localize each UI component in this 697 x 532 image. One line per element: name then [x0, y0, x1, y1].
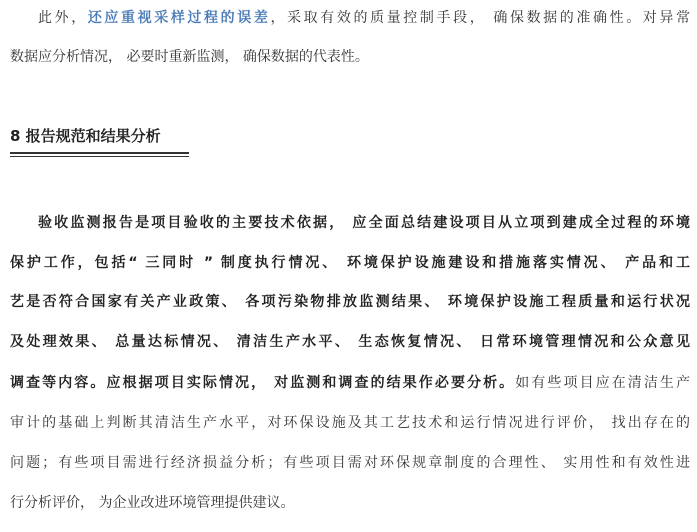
body-line-5-bold: 调查等内容。应根据项目实际情况， 对监测和调查的结果作必要分析。: [10, 375, 516, 391]
body-line-2: 保护工作，包括“ 三同时 ” 制度执行情况、 环境保护设施建设和措施落实情况、 产品和工: [10, 255, 690, 271]
body-line-3: 艺是否符合国家有关产业政策、 各项污染物排放监测结果、 环境保护设施工程质量和运行状况: [10, 294, 690, 310]
intro-line-2: 数据应分析情况， 必要时重新监测， 确保数据的代表性。: [10, 49, 369, 65]
body-line-6: 审计的基础上判断其清洁生产水平，对环保设施及其工艺技术和运行情况进行评价， 找出存在的: [10, 415, 690, 431]
body-line-8: 行分析评价， 为企业改进环境管理提供建议。: [10, 495, 295, 511]
body-line-5-rest: 如有些项目应在清洁生产: [515, 375, 690, 391]
heading-underline: [10, 152, 189, 154]
section-heading: 8 报告规范和结果分析: [10, 127, 161, 145]
intro-text-suffix: ，采取有效的质量控制手段， 确保数据的准确性。对异常: [270, 10, 690, 26]
body-line-1: 验收监测报告是项目验收的主要技术依据， 应全面总结建设项目从立项到建成全过程的环境: [38, 215, 690, 231]
body-line-4: 及处理效果、 总量达标情况、 清洁生产水平、 生态恢复情况、 日常环境管理情况和公众意见: [10, 334, 690, 350]
body-line-5: [10, 372, 690, 394]
body-line-7: 问题；有些项目需进行经济损益分析；有些项目需对环保规章制度的合理性、 实用性和有效性进: [10, 455, 690, 471]
sampling-error-link[interactable]: 还应重视采样过程的误差: [87, 10, 271, 26]
intro-line-1: [38, 7, 690, 29]
intro-text-prefix: 此外，: [38, 10, 88, 26]
heading-underline-thin: [10, 156, 189, 157]
